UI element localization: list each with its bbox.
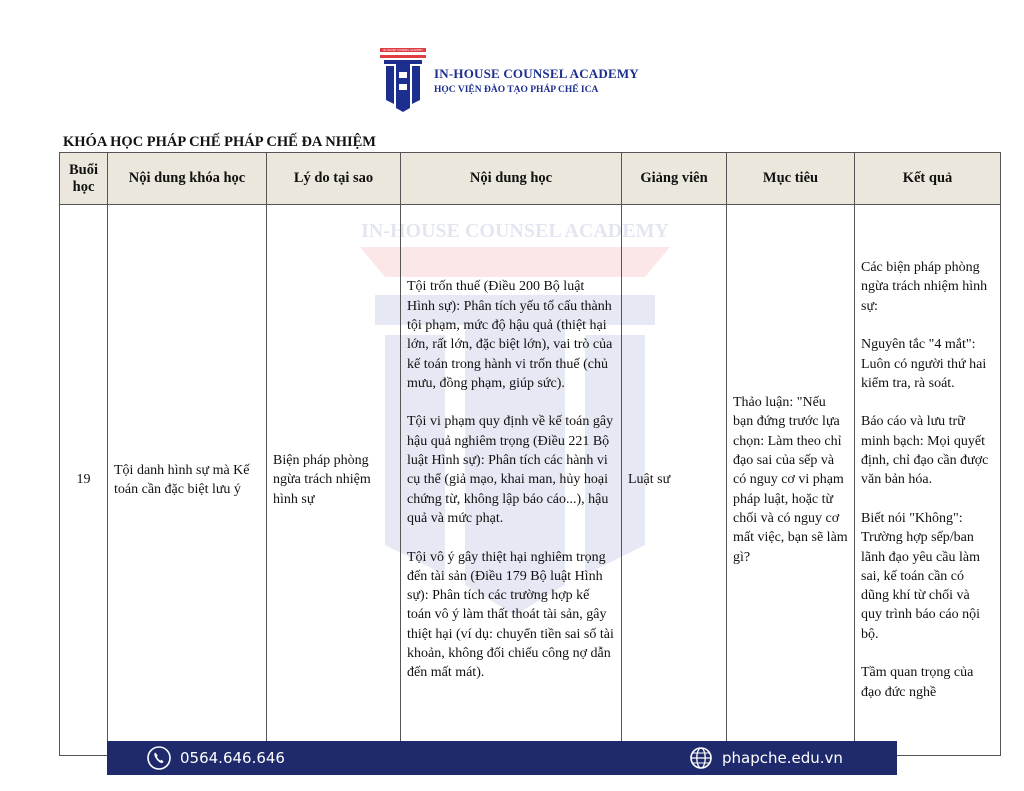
cell-objective: Thảo luận: "Nếu bạn đứng trước lựa chọn: Làm theo chỉ đạo sai của sếp và có nguy cơ vi phạm pháp luật, hoặc từ chối và có nguy cơ mất việc, bạn sẽ làm gì? (727, 205, 855, 756)
svg-text:IN-HOUSE COUNSEL ACADEMY: IN-HOUSE COUNSEL ACADEMY (383, 49, 423, 53)
cell-session: 19 (60, 205, 108, 756)
phone-contact[interactable] (147, 741, 285, 775)
academy-name: IN-HOUSE COUNSEL ACADEMY (434, 65, 639, 81)
svg-text:IN-HOUSE COUNSEL ACADEMY: IN-HOUSE COUNSEL ACADEMY (361, 220, 669, 242)
header-lecturer: Giảng viên (622, 153, 727, 205)
cell-learning-content (401, 205, 622, 756)
course-table (59, 152, 1001, 756)
result-paragraph: Báo cáo và lưu trữ minh bạch: Mọi quyết định, chỉ đạo cần được văn bản hóa. (861, 414, 989, 488)
header-course-content: Nội dung khóa học (108, 153, 267, 205)
course-title: KHÓA HỌC PHÁP CHẾ PHÁP CHẾ ĐA NHIỆM (63, 134, 376, 150)
result-paragraph: Nguyên tắc "4 mắt": Luôn có người thứ hai kiểm tra, rà soát. (861, 337, 987, 391)
learning-paragraph: Tội vô ý gây thiệt hại nghiêm trọng đến tài sản (Điều 179 Bộ luật Hình sự): Phân tích các trường hợp kế toán vô ý làm thất thoát tài sản, gây thiệt hại (ví dụ: chuyển tiền sai số tài khoản, không đối chiếu công nợ dẫn đến mất mát). (407, 549, 614, 681)
result-paragraph: Các biện pháp phòng ngừa trách nhiệm hình sự: (861, 260, 988, 314)
cell-lecturer: Luật sư (622, 205, 727, 756)
header-result: Kết quả (855, 153, 1001, 205)
contact-footer (107, 741, 897, 775)
result-paragraph: Biết nói "Không": Trường hợp sếp/ban lãnh đạo yêu cầu làm sai, kế toán cần có dũng khí từ chối và quy trình báo cáo nội bộ. (861, 510, 980, 642)
table-row (60, 205, 1001, 756)
header-session: Buổi học (60, 153, 108, 205)
globe-icon (689, 746, 713, 770)
cell-reason: Biện pháp phòng ngừa trách nhiệm hình sự (267, 205, 401, 756)
academy-subtitle: HỌC VIỆN ĐÀO TẠO PHÁP CHẾ ICA (434, 84, 599, 95)
academy-logo (378, 48, 639, 112)
header-reason: Lý do tại sao (267, 153, 401, 205)
header-learning-content: Nội dung học (401, 153, 622, 205)
phone-number: 0564.646.646 (180, 749, 285, 767)
website-url: phapche.edu.vn (722, 749, 843, 767)
learning-paragraph: Tội vi phạm quy định về kế toán gây hậu quả nghiêm trọng (Điều 221 Bộ luật Hình sự): Phân tích các hành vi cụ thể (giả mạo, khai man, hủy hoại chứng từ, không lập báo cáo...), hậu quả và mức phạt. (407, 414, 614, 526)
cell-course-content: Tội danh hình sự mà Kế toán cần đặc biệt lưu ý (108, 205, 267, 756)
cell-result (855, 205, 1001, 756)
learning-paragraph: Tội trốn thuế (Điều 200 Bộ luật Hình sự): Phân tích yếu tố cấu thành tội phạm, mức độ hậu quả (thiệt hại lớn, rất lớn, đặc biệt lớn), vai trò của kế toán trong hành vi trốn thuế (chủ mưu, đồng phạm, giúp sức). (407, 279, 613, 391)
header-objective: Mục tiêu (727, 153, 855, 205)
phone-icon (147, 746, 171, 770)
table-header-row (60, 153, 1001, 205)
website-link[interactable] (689, 741, 843, 775)
ica-logo-mark-icon (378, 48, 428, 112)
result-paragraph: Tầm quan trọng của đạo đức nghề (861, 665, 974, 700)
